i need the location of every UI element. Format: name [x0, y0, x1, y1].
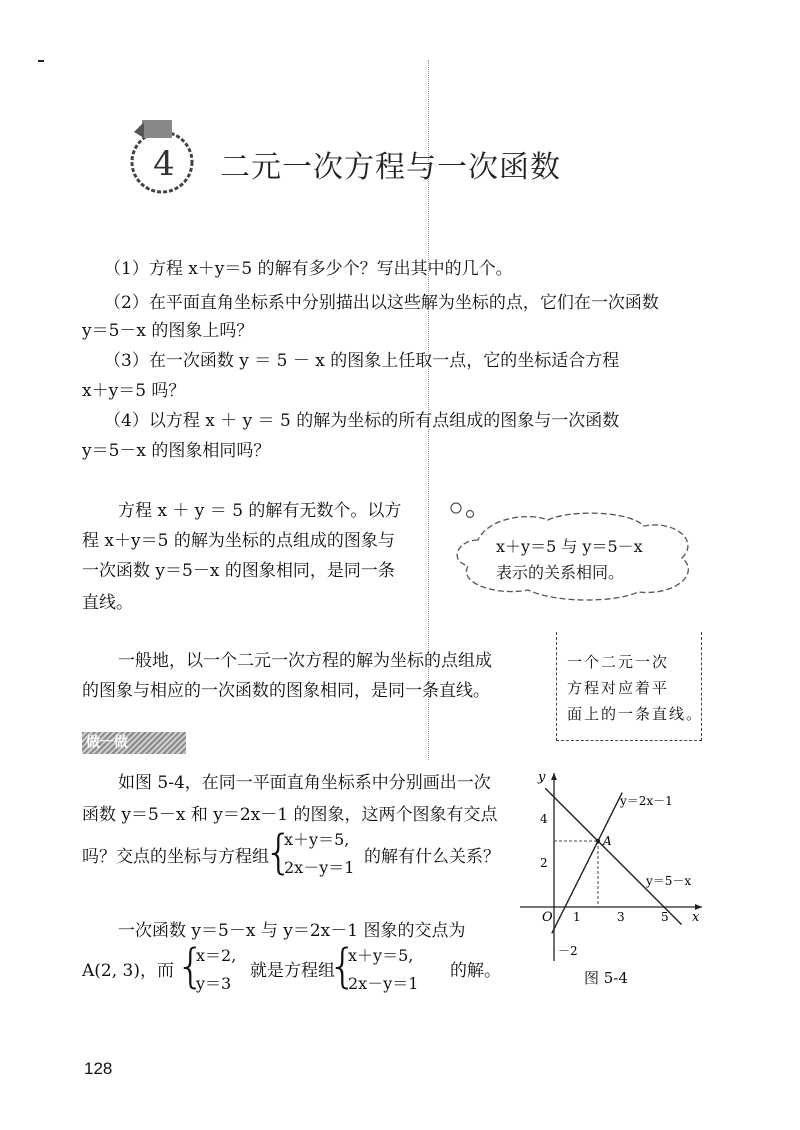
question-line: （2）在平面直角坐标系中分别描出以这些解为坐标的点，它们在一次函数 — [104, 293, 659, 313]
margin-note-line: 方程对应着平 — [567, 679, 670, 697]
problem-line: 吗？交点的坐标与方程组 — [82, 847, 269, 867]
solution-value: x＝2, — [196, 946, 237, 965]
answer-line: 方程 x ＋ y ＝ 5 的解有无数个。以方 — [118, 501, 402, 521]
answer-line: 直线。 — [82, 593, 133, 613]
general-statement-line: 一般地，以一个二元一次方程的解为坐标的点组成 — [118, 651, 492, 671]
margin-note — [556, 632, 702, 741]
y-tick-label: 4 — [540, 812, 548, 826]
question-line: x＋y＝5 吗？ — [82, 381, 186, 401]
section-number: 4 — [153, 144, 175, 184]
solution-point: A(2, 3)，而 — [82, 961, 174, 981]
question-line: （4）以方程 x ＋ y ＝ 5 的解为坐标的所有点组成的图象与一次函数 — [104, 411, 620, 431]
question-line: y＝5－x 的图象上吗？ — [82, 321, 254, 341]
series-line-y-2x-minus-1 — [552, 793, 622, 934]
x-tick-label: 3 — [617, 910, 625, 924]
problem-line: 的解有什么关系？ — [364, 847, 500, 867]
system-equation: 2x－y＝1 — [348, 974, 419, 993]
question-line: （1）方程 x＋y＝5 的解有多少个？写出其中的几个。 — [104, 259, 513, 279]
question-line: y＝5－x 的图象相同吗？ — [82, 441, 271, 461]
margin-note-line: 面上的一条直线。 — [567, 705, 704, 723]
general-statement-line: 的图象与相应的一次函数的图象相同，是同一条直线。 — [82, 681, 490, 701]
figure-graph — [510, 765, 710, 965]
solution-end: 的解。 — [450, 961, 501, 981]
system-equation: 2x－y＝1 — [284, 858, 355, 877]
problem-line: 函数 y＝5－x 和 y＝2x－1 的图象，这两个图象有交点 — [82, 805, 498, 825]
y-tick-label: －2 — [558, 944, 578, 958]
system-equation: x＋y＝5, — [284, 830, 350, 849]
point-label: A — [603, 834, 612, 848]
figure-caption: 图 5-4 — [584, 969, 628, 987]
question-line: （3）在一次函数 y ＝ 5 － x 的图象上任取一点，它的坐标适合方程 — [104, 351, 620, 371]
x-tick-label: 1 — [573, 910, 581, 924]
line-label: y＝5－x — [646, 874, 692, 888]
problem-line: 如图 5-4，在同一平面直角坐标系中分别画出一次 — [118, 773, 491, 793]
left-brace: { — [264, 825, 294, 879]
left-brace: { — [328, 939, 358, 993]
practice-label: 做一做 — [86, 735, 128, 751]
solution-value: y＝3 — [196, 974, 232, 993]
solution-line: 一次函数 y＝5－x 与 y＝2x－1 图象的交点为 — [118, 921, 466, 941]
line-label: y＝2x－1 — [620, 794, 673, 808]
y-tick-label: 2 — [540, 856, 548, 870]
section-title: 二元一次方程与一次函数 — [220, 150, 561, 185]
margin-note-line: 一个二元一次 — [567, 653, 670, 671]
thought-bubble-line: x＋y＝5 与 y＝5－x — [496, 537, 643, 556]
x-tick-label: 5 — [661, 910, 669, 924]
margin-mark — [38, 60, 44, 62]
answer-line: 一次函数 y＝5－x 的图象相同，是同一条 — [82, 561, 395, 581]
y-axis-arrow — [551, 773, 557, 780]
page-number: 128 — [84, 1059, 113, 1078]
y-axis-label: y — [538, 770, 546, 785]
thought-bubble-line: 表示的关系相同。 — [496, 563, 625, 582]
solution-middle: 就是方程组 — [250, 961, 335, 981]
origin-label: O — [542, 910, 553, 925]
left-brace: { — [176, 939, 206, 993]
intersection-point — [596, 839, 600, 843]
x-axis-label: x — [692, 910, 700, 925]
system-equation: x＋y＝5, — [348, 946, 414, 965]
answer-line: 程 x＋y＝5 的解为坐标的点组成的图象与 — [82, 531, 395, 551]
